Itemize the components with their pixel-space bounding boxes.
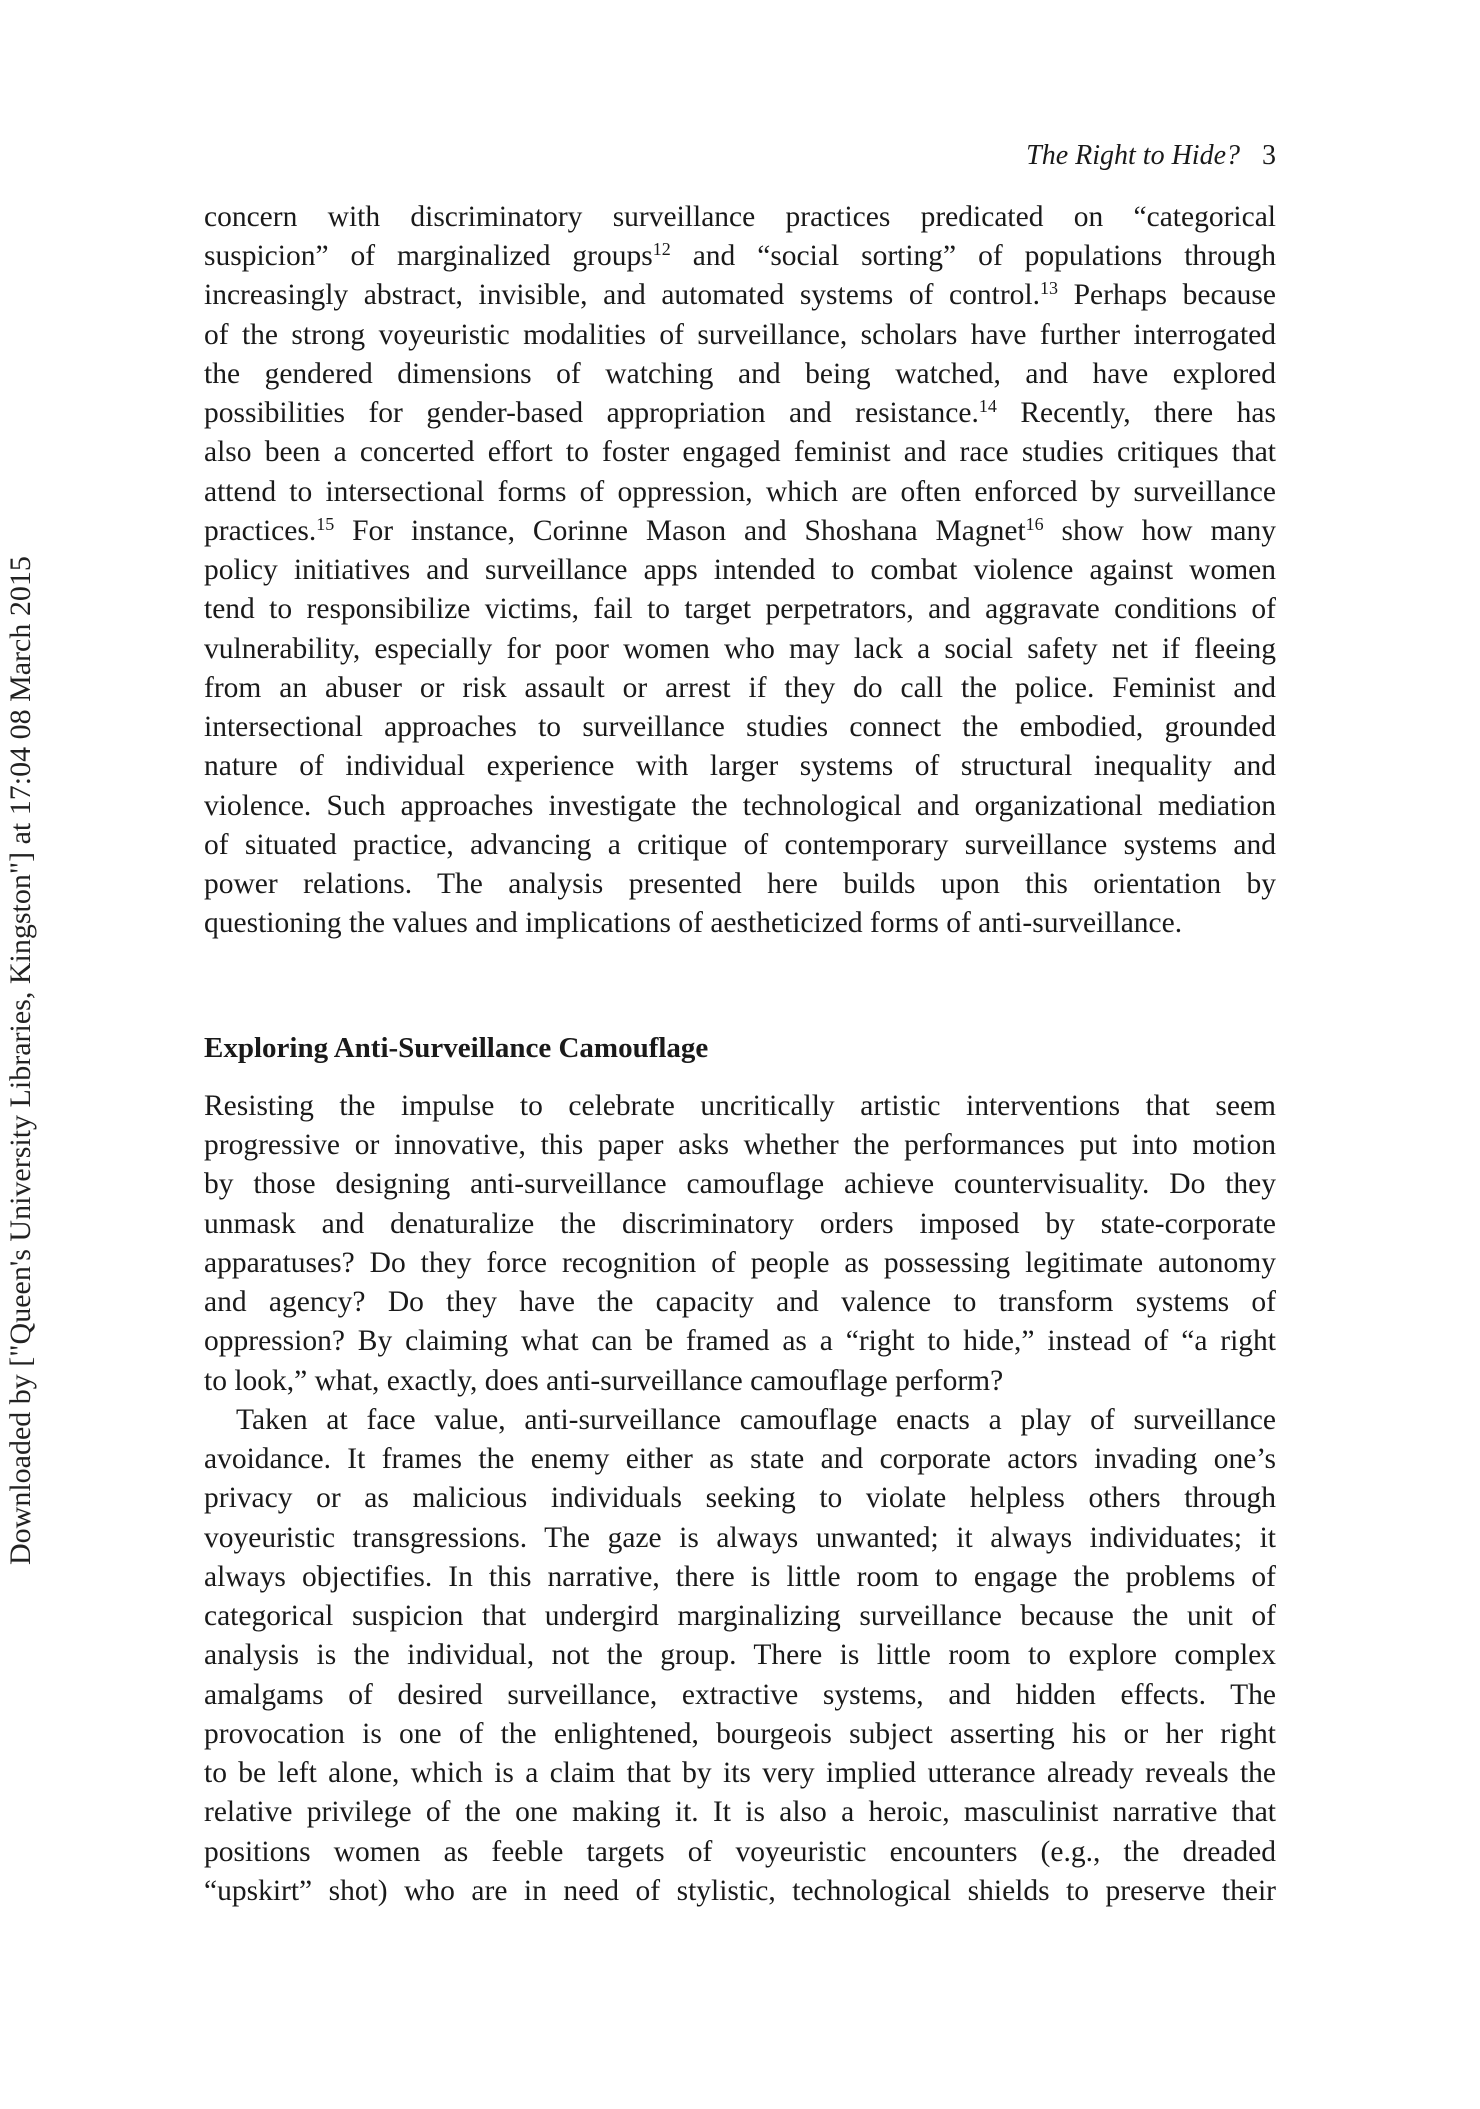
text-line: “upskirt” shot) who are in need of stylistic, technological shields to preserve their	[204, 1874, 1276, 1907]
footnote-ref[interactable]: 16	[1025, 513, 1044, 534]
text-line: categorical suspicion that undergird marginalizing surveillance because the unit of	[204, 1600, 1276, 1633]
text-line: concern with discriminatory surveillance practices predicated on “categorical	[204, 201, 1276, 233]
text-line: Taken at face value, anti-surveillance camouflage enacts a play of surveillance	[236, 1404, 1276, 1436]
text-line: always objectifies. In this narrative, there is little room to engage the problems of	[204, 1560, 1276, 1593]
text-line: positions women as feeble targets of voyeuristic encounters (e.g., the dreaded	[204, 1835, 1276, 1868]
text-line: increasingly abstract, invisible, and automated systems of control.$^{13}$ Perhaps because	[204, 278, 1276, 312]
text-line: from an abuser or risk assault or arrest if they do call the police. Feminist and	[204, 671, 1276, 704]
text-line: practices.$^{15}$ For instance, Corinne Mason and Shoshana Magnet$^{16}$ show how many	[204, 513, 1276, 547]
running-head	[204, 140, 1276, 172]
paragraph-3	[204, 1401, 1276, 1911]
text-line: unmask and denaturalize the discriminatory orders imposed by state-corporate	[204, 1207, 1276, 1240]
footnote-ref[interactable]: 15	[316, 513, 335, 534]
text-line: relative privilege of the one making it. It is also a heroic, masculinist narrative that	[204, 1796, 1276, 1829]
section-heading: Exploring Anti-Surveillance Camouflage	[204, 1032, 709, 1064]
text-line: Resisting the impulse to celebrate uncritically artistic interventions that seem	[204, 1090, 1276, 1122]
text-line: analysis is the individual, not the group. There is little room to explore complex	[204, 1639, 1276, 1672]
paragraph-1	[204, 198, 1276, 943]
footnote-ref[interactable]: 12	[652, 239, 671, 260]
text-line: to look,” what, exactly, does anti-surveillance camouflage perform?	[204, 1364, 1004, 1397]
text-line: suspicion” of marginalized groups$^{12}$ and “social sorting” of populations through	[204, 239, 1276, 273]
text-line: privacy or as malicious individuals seeking to violate helpless others through	[204, 1482, 1276, 1515]
paragraph-2	[204, 1087, 1276, 1401]
text-line: possibilities for gender-based appropriation and resistance.$^{14}$ Recently, there has	[204, 396, 1276, 430]
text-line: to be left alone, which is a claim that by its very implied utterance already reveals the	[204, 1757, 1276, 1790]
text-line: vulnerability, especially for poor women who may lack a social safety net if fleeing	[204, 632, 1276, 665]
text-line: avoidance. It frames the enemy either as state and corporate actors invading one’s	[204, 1443, 1276, 1476]
text-line: intersectional approaches to surveillance studies connect the embodied, grounded	[204, 711, 1276, 744]
text-line: also been a concerted effort to foster engaged feminist and race studies critiques that	[204, 436, 1276, 469]
text-line: and agency? Do they have the capacity and valence to transform systems of	[204, 1286, 1276, 1319]
text-line: nature of individual experience with larger systems of structural inequality and	[204, 750, 1276, 783]
text-line: questioning the values and implications of aestheticized forms of anti-surveillance.	[204, 907, 1183, 940]
footnote-ref[interactable]: 13	[1040, 278, 1058, 299]
footnote-ref[interactable]: 14	[978, 396, 997, 417]
text-line: power relations. The analysis presented here builds upon this orientation by	[204, 867, 1276, 900]
download-watermark: Downloaded by ["Queen's University Libraries, Kingston"] at 17:04 08 March 2015	[4, 556, 37, 1565]
page-number: 3	[1262, 140, 1276, 171]
text-line: voyeuristic transgressions. The gaze is always unwanted; it always individuates; it	[204, 1521, 1276, 1554]
text-line: by those designing anti-surveillance camouflage achieve countervisuality. Do they	[204, 1168, 1276, 1201]
text-line: of the strong voyeuristic modalities of surveillance, scholars have further interrogated	[204, 318, 1276, 351]
text-line: tend to responsibilize victims, fail to target perpetrators, and aggravate conditions of	[204, 593, 1276, 626]
running-head-title: The Right to Hide?	[1026, 140, 1240, 171]
text-line: apparatuses? Do they force recognition of people as possessing legitimate autonomy	[204, 1246, 1276, 1279]
text-line: the gendered dimensions of watching and being watched, and have explored	[204, 357, 1276, 390]
text-line: attend to intersectional forms of oppression, which are often enforced by surveillance	[204, 475, 1276, 508]
text-line: oppression? By claiming what can be framed as a “right to hide,” instead of “a right	[204, 1325, 1276, 1358]
text-line: amalgams of desired surveillance, extractive systems, and hidden effects. The	[204, 1678, 1276, 1711]
text-line: progressive or innovative, this paper asks whether the performances put into motion	[204, 1129, 1276, 1162]
text-line: policy initiatives and surveillance apps intended to combat violence against women	[204, 554, 1276, 587]
text-line: provocation is one of the enlightened, bourgeois subject asserting his or her right	[204, 1717, 1276, 1750]
text-line: of situated practice, advancing a critique of contemporary surveillance systems and	[204, 828, 1276, 861]
text-line: violence. Such approaches investigate the technological and organizational mediation	[204, 789, 1276, 822]
